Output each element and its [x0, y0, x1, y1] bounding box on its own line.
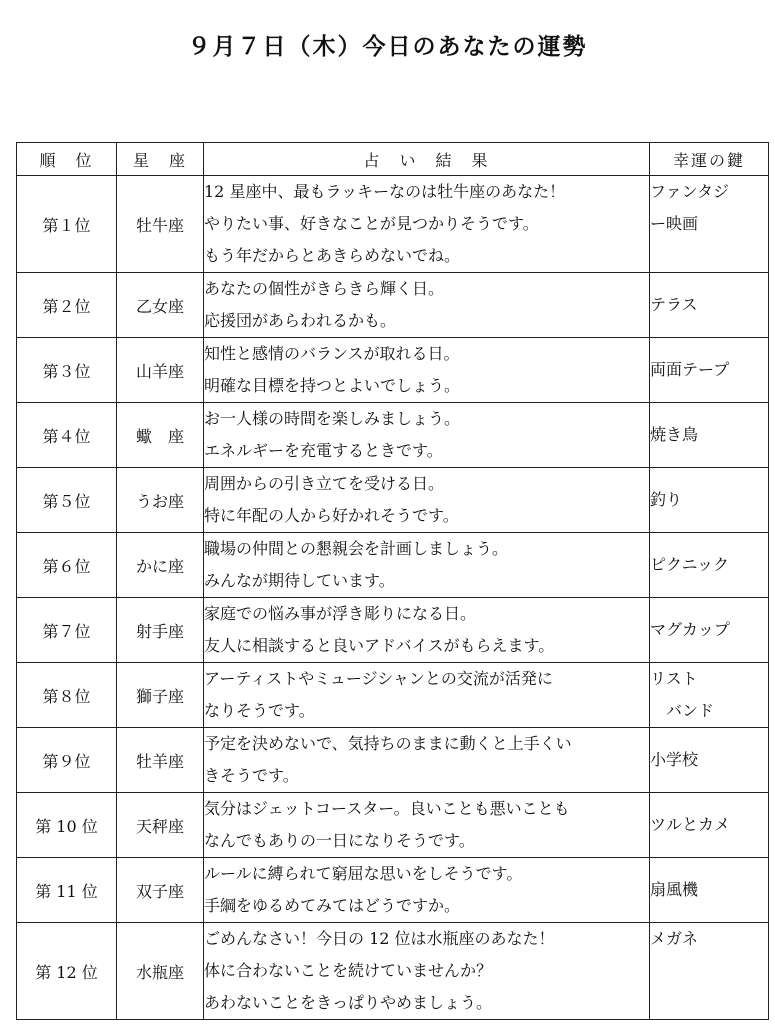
- result-line: 職場の仲間との懇親会を計画しましょう。: [204, 539, 509, 558]
- rank-cell: 第５位: [17, 468, 117, 533]
- result-line: 気分はジェットコースター。良いことも悪いことも: [204, 799, 570, 818]
- result-cell: [204, 273, 650, 338]
- table-row: [17, 338, 769, 403]
- result-line: 応援団があらわれるかも。: [204, 311, 397, 330]
- result-line: ごめんなさい！今日の 12 位は水瓶座のあなた！: [204, 929, 555, 948]
- result-line: 周囲からの引き立てを受ける日。: [204, 474, 445, 493]
- rank-cell: 第３位: [17, 338, 117, 403]
- result-line: もう年だからとあきらめないでね。: [204, 246, 461, 265]
- lucky-key-cell: [650, 403, 769, 468]
- lucky-key-cell: [650, 598, 769, 663]
- lucky-key-text: マグカップ: [650, 620, 730, 639]
- lucky-key-cell: [650, 176, 769, 273]
- result-line: 友人に相談すると良いアドバイスがもらえます。: [204, 636, 555, 655]
- rank-cell: 第８位: [17, 663, 117, 728]
- lucky-key-text: ー映画: [650, 214, 699, 233]
- lucky-key-cell: [650, 468, 769, 533]
- rank-cell: 第 11 位: [17, 858, 117, 923]
- result-line: みんなが期待しています。: [204, 571, 395, 590]
- header-result: 占 い 結 果: [204, 143, 650, 176]
- lucky-key-text: 釣り: [650, 490, 683, 509]
- lucky-key-text: 小学校: [650, 750, 699, 769]
- table-row: [17, 663, 769, 728]
- table-row: [17, 858, 769, 923]
- result-line: やりたい事、好きなことが見つかりそうです。: [204, 214, 539, 233]
- table-row: [17, 468, 769, 533]
- lucky-key-text: バンド: [650, 701, 715, 720]
- table-row: [17, 403, 769, 468]
- result-line: あなたの個性がきらきら輝く日。: [204, 279, 445, 298]
- result-line: 特に年配の人から好かれそうです。: [204, 506, 459, 525]
- result-line: きそうです。: [204, 766, 299, 785]
- result-line: お一人様の時間を楽しみましょう。: [204, 409, 461, 428]
- lucky-key-text: ファンタジ: [650, 182, 730, 201]
- lucky-key-text: ピクニック: [650, 555, 730, 574]
- result-line: エネルギーを充電するときです。: [204, 441, 443, 460]
- rank-cell: 第４位: [17, 403, 117, 468]
- lucky-key-cell: [650, 273, 769, 338]
- result-line: 予定を決めないで、気持ちのままに動くと上手くい: [204, 734, 572, 753]
- result-line: 体に合わないことを続けていませんか？: [204, 961, 493, 980]
- rank-cell: 第７位: [17, 598, 117, 663]
- header-sign: 星 座: [117, 143, 204, 176]
- table-row: [17, 793, 769, 858]
- result-cell: [204, 533, 650, 598]
- result-line: アーティストやミュージシャンとの交流が活発に: [204, 669, 553, 688]
- sign-cell: 射手座: [117, 598, 204, 663]
- lucky-key-cell: [650, 728, 769, 793]
- sign-cell: 牡牛座: [117, 176, 204, 273]
- rank-cell: 第 12 位: [17, 923, 117, 1020]
- result-line: なりそうです。: [204, 701, 315, 720]
- lucky-key-cell: [650, 793, 769, 858]
- rank-cell: 第２位: [17, 273, 117, 338]
- lucky-key-cell: [650, 923, 769, 1020]
- result-line: 知性と感情のバランスが取れる日。: [204, 344, 460, 363]
- fortune-table: [16, 142, 769, 1020]
- sign-cell: 双子座: [117, 858, 204, 923]
- table-row: [17, 533, 769, 598]
- result-line: 家庭での悩み事が浮き彫りになる日。: [204, 604, 477, 623]
- result-cell: [204, 468, 650, 533]
- result-line: 明確な目標を持つとよいでしょう。: [204, 376, 461, 395]
- result-line: 12 星座中、最もラッキーなのは牡牛座のあなた！: [204, 182, 566, 201]
- table-row: [17, 923, 769, 1020]
- lucky-key-cell: [650, 663, 769, 728]
- result-cell: [204, 728, 650, 793]
- table-row: [17, 176, 769, 273]
- sign-cell: 天秤座: [117, 793, 204, 858]
- result-line: なんでもありの一日になりそうです。: [204, 831, 475, 850]
- page-title: ９月７日（木）今日のあなたの運勢: [187, 33, 588, 60]
- header-row: [17, 143, 769, 176]
- sign-cell: うお座: [117, 468, 204, 533]
- lucky-key-cell: [650, 533, 769, 598]
- sign-cell: 牡羊座: [117, 728, 204, 793]
- lucky-key-text: テラス: [650, 295, 698, 314]
- header-key: 幸運の鍵: [650, 143, 769, 176]
- lucky-key-cell: [650, 858, 769, 923]
- result-cell: [204, 598, 650, 663]
- result-cell: [204, 793, 650, 858]
- result-line: ルールに縛られて窮屈な思いをしそうです。: [204, 864, 523, 883]
- result-cell: [204, 923, 650, 1020]
- lucky-key-text: メガネ: [650, 929, 699, 948]
- sign-cell: 水瓶座: [117, 923, 204, 1020]
- table-row: [17, 273, 769, 338]
- lucky-key-text: ツルとカメ: [650, 815, 731, 834]
- result-cell: [204, 403, 650, 468]
- rank-cell: 第９位: [17, 728, 117, 793]
- result-cell: [204, 858, 650, 923]
- result-cell: [204, 176, 650, 273]
- sign-cell: 獅子座: [117, 663, 204, 728]
- lucky-key-text: 焼き鳥: [650, 425, 699, 444]
- result-line: あわないことをきっぱりやめましょう。: [204, 993, 493, 1012]
- sign-cell: かに座: [117, 533, 204, 598]
- sign-cell: 山羊座: [117, 338, 204, 403]
- table-row: [17, 598, 769, 663]
- lucky-key-cell: [650, 338, 769, 403]
- result-line: 手綱をゆるめてみてはどうですか。: [204, 896, 461, 915]
- header-rank: 順 位: [17, 143, 117, 176]
- lucky-key-text: 扇風機: [650, 880, 699, 899]
- result-cell: [204, 338, 650, 403]
- sign-cell: 蠍 座: [117, 403, 204, 468]
- lucky-key-text: 両面テープ: [650, 360, 730, 379]
- rank-cell: 第 10 位: [17, 793, 117, 858]
- result-cell: [204, 663, 650, 728]
- table-row: [17, 728, 769, 793]
- rank-cell: 第１位: [17, 176, 117, 273]
- sign-cell: 乙女座: [117, 273, 204, 338]
- rank-cell: 第６位: [17, 533, 117, 598]
- lucky-key-text: リスト: [650, 669, 698, 688]
